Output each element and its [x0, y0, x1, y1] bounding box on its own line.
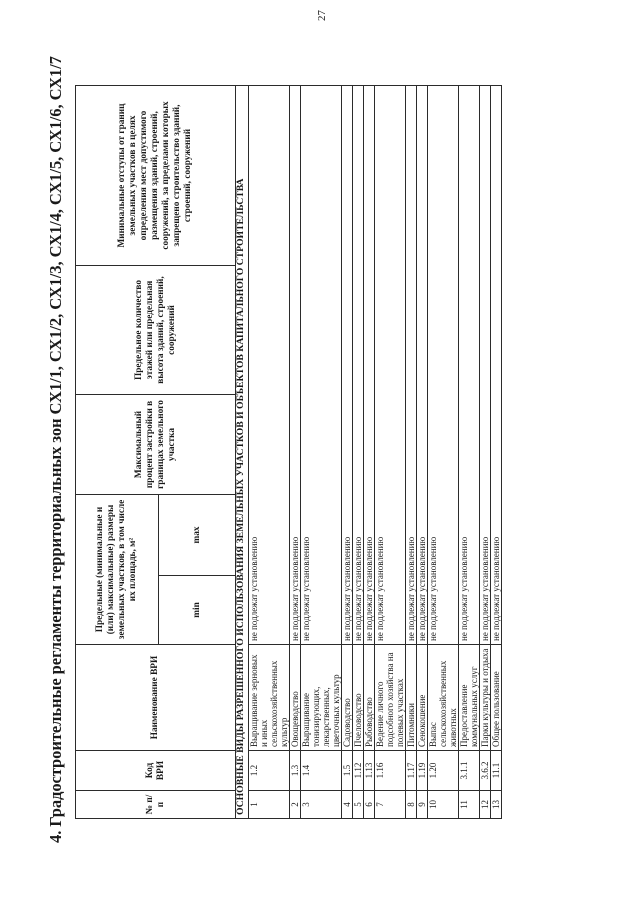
row-num: 8	[406, 791, 417, 819]
row-num: 7	[375, 791, 406, 819]
table-row	[428, 86, 459, 819]
header-size-group: Предельные (минимальные и (или) максимальные) размеры земельных участков, в том числе их площадь, м²	[76, 495, 159, 645]
row-num: 4	[342, 791, 353, 819]
row-code: 1.2	[249, 751, 290, 791]
row-num: 13	[491, 791, 502, 819]
row-num: 6	[364, 791, 375, 819]
row-value: не подлежат установлению	[406, 86, 417, 645]
row-name: Выпас сельскохозяйственных животных	[428, 645, 459, 751]
row-value: не подлежат установлению	[459, 86, 480, 645]
table-row	[301, 86, 342, 819]
header-max: max	[159, 495, 236, 576]
row-name: Парки культуры и отдыха	[480, 645, 491, 751]
row-num: 1	[249, 791, 290, 819]
row-num: 9	[417, 791, 428, 819]
table-row	[290, 86, 301, 819]
row-code: 1.12	[353, 751, 364, 791]
row-name: Выращивание тонизирующих, лекарственных, цветочных культур	[301, 645, 342, 751]
row-name: Выращивание зерновых и иных сельскохозяйственных культур	[249, 645, 290, 751]
row-value: не подлежат установлению	[290, 86, 301, 645]
header-num: № п/п	[76, 791, 236, 819]
row-code: 1.16	[375, 751, 406, 791]
row-value: не подлежат установлению	[428, 86, 459, 645]
row-name: Предоставление коммунальных услуг	[459, 645, 480, 751]
row-value: не подлежат установлению	[480, 86, 491, 645]
table-row	[375, 86, 406, 819]
table-row	[417, 86, 428, 819]
row-code: 3.1.1	[459, 751, 480, 791]
row-name: Садоводство	[342, 645, 353, 751]
row-num: 12	[480, 791, 491, 819]
table-row	[491, 86, 502, 819]
table-row	[406, 86, 417, 819]
header-percent: Максимальный процент застройки в границах земельного участка	[76, 395, 236, 495]
document-title: 4. Градостроительные регламенты территориальных зон СХ1/1, СХ1/2, СХ1/3, СХ1/4, СХ1/5, СХ1/6, СХ1/7	[46, 56, 65, 843]
section-row	[236, 86, 249, 819]
row-value: не подлежат установлению	[375, 86, 406, 645]
row-num: 5	[353, 791, 364, 819]
row-value: не подлежат установлению	[249, 86, 290, 645]
section-title: ОСНОВНЫЕ ВИДЫ РАЗРЕШЕННОГО ИСПОЛЬЗОВАНИЯ ЗЕМЕЛЬНЫХ УЧАСТКОВ И ОБЪЕКТОВ КАПИТАЛЬНОГО СТРОИТЕЛЬСТВА	[236, 86, 249, 819]
header-min: min	[159, 576, 236, 645]
row-value: не подлежат установлению	[491, 86, 502, 645]
row-value: не подлежат установлению	[301, 86, 342, 645]
row-code: 1.13	[364, 751, 375, 791]
row-value: не подлежат установлению	[364, 86, 375, 645]
row-code: 1.19	[417, 751, 428, 791]
row-name: Ведение личного подсобного хозяйства на полевых участках	[375, 645, 406, 751]
row-code: 1.3	[290, 751, 301, 791]
row-value: не подлежат установлению	[417, 86, 428, 645]
row-code: 1.17	[406, 751, 417, 791]
row-code: 1.20	[428, 751, 459, 791]
header-floors: Предельное количество этажей или предельная высота зданий, строений, сооружений	[76, 266, 236, 395]
row-code: 1.5	[342, 751, 353, 791]
row-name: Овощеводство	[290, 645, 301, 751]
regulations-table	[75, 85, 502, 819]
row-name: Рыбоводство	[364, 645, 375, 751]
table-row	[249, 86, 290, 819]
header-name: Наименование ВРИ	[76, 645, 236, 751]
header-setbacks: Минимальные отступы от границ земельных участков в целях определения мест допустимого размещения зданий, строений, сооружений, за пределами которых запрещено строительство зданий, строений, сооружений	[76, 86, 236, 266]
row-num: 3	[301, 791, 342, 819]
table-row	[342, 86, 353, 819]
row-value: не подлежат установлению	[353, 86, 364, 645]
table-row	[353, 86, 364, 819]
page-number: 27	[316, 10, 328, 21]
row-name: Общее пользование	[491, 645, 502, 751]
table-row	[459, 86, 480, 819]
row-code: 1.4	[301, 751, 342, 791]
row-value: не подлежат установлению	[342, 86, 353, 645]
table-row	[364, 86, 375, 819]
header-code: Код ВРИ	[76, 751, 236, 791]
row-code: 11.1	[491, 751, 502, 791]
row-num: 11	[459, 791, 480, 819]
row-num: 2	[290, 791, 301, 819]
row-num: 10	[428, 791, 459, 819]
row-name: Сенокошение	[417, 645, 428, 751]
row-name: Питомники	[406, 645, 417, 751]
row-name: Пчеловодство	[353, 645, 364, 751]
table-row	[480, 86, 491, 819]
row-code: 3.6.2	[480, 751, 491, 791]
